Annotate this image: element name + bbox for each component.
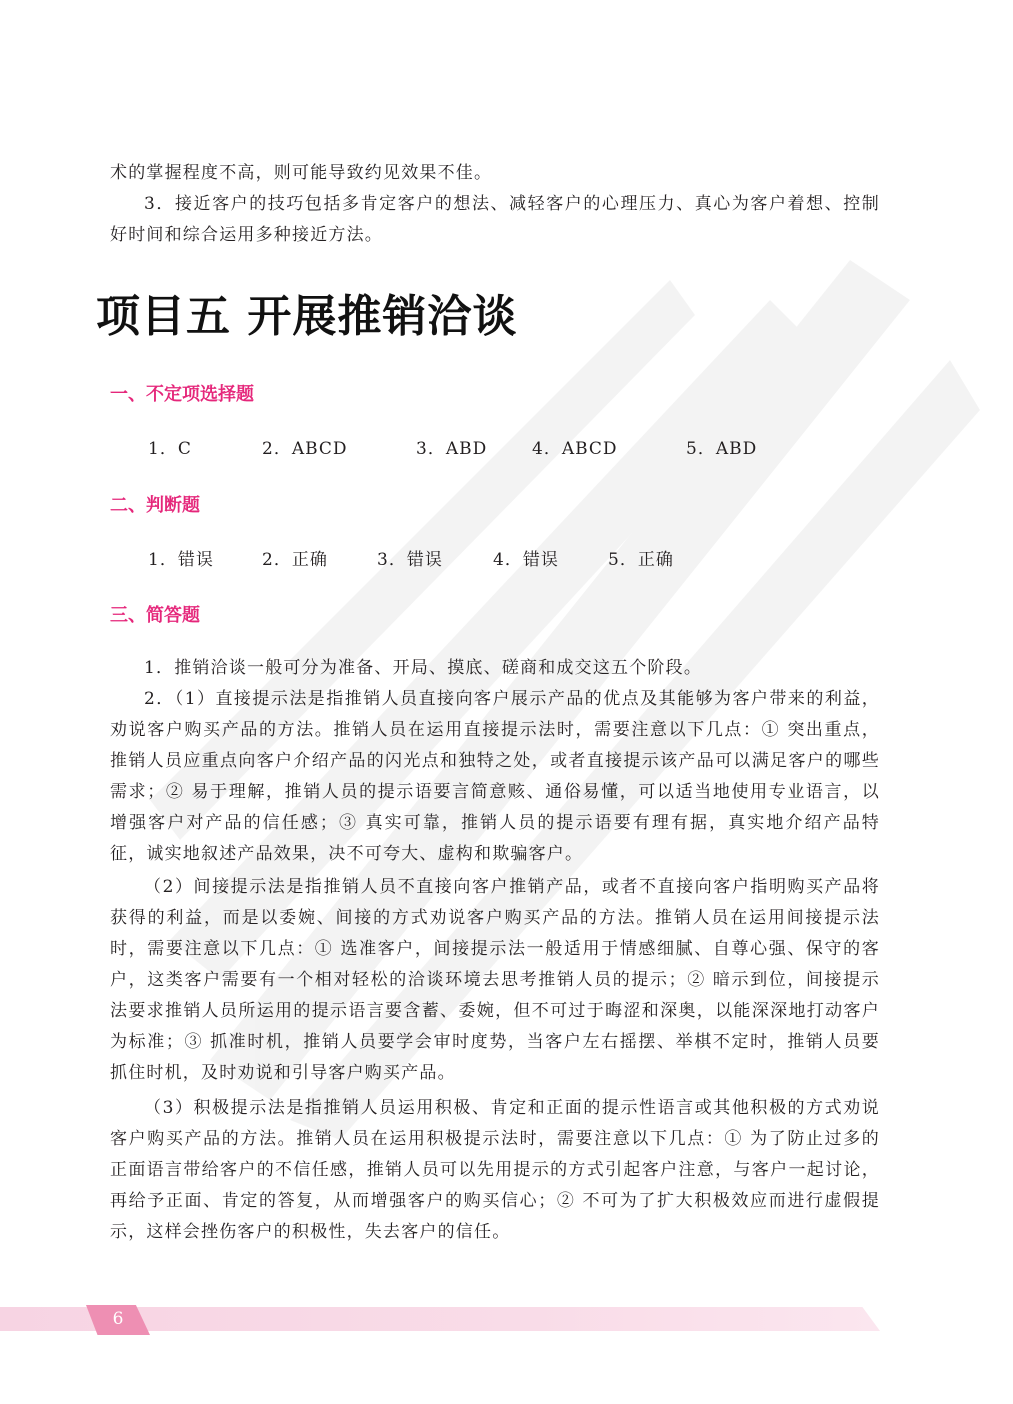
short-answer-2-part-2: （2）间接提示法是指推销人员不直接向客户推销产品，或者不直接向客户指明购买产品将获得的利益，而是以委婉、间接的方式劝说客户购买产品的方法。推销人员在运用间接提示法时，需要注意以下几点：① 选准客户，间接提示法一般适用于情感细腻、自尊心强、保守的客户，这类客户需要有一个相对轻松的洽谈环境去思考推销人员的提示；② 暗示到位，间接提示法要求推销人员所运用的提示语言要含蓄、委婉，但不可过于晦涩和深奥，以能深深地打动客户为标准；③ 抓准时机，推销人员要学会审时度势，当客户左右摇摆、举棋不定时，推销人员要抓住时机，及时劝说和引导客户购买产品。 [110,877,880,1083]
answer-item: 1．错误 [148,550,214,570]
answer-item: 5．正确 [608,550,674,570]
intro-continuation-text: 术的掌握程度不高，则可能导致约见效果不佳。 [110,163,493,183]
short-answer-2-part-1: 2．（1）直接提示法是指推销人员直接向客户展示产品的优点及其能够为客户带来的利益，劝说客户购买产品的方法。推销人员在运用直接提示法时，需要注意以下几点：① 突出重点，推销人员应重点向客户介绍产品的闪光点和独特之处，或者直接提示该产品可以满足客户的哪些需求；② 易于理解，推销人员的提示语要言简意赅、通俗易懂，可以适当地使用专业语言，以增强客户对产品的信任感；③ 真实可靠，推销人员的提示语要有理有据，真实地介绍产品特征，诚实地叙述产品效果，决不可夸大、虚构和欺骗客户。 [110,689,880,864]
answer-item: 5．ABD [686,439,758,459]
answer-item: 2．ABCD [262,439,348,459]
answer-item: 3．ABD [416,439,488,459]
section-heading-short-answer: 三、简答题 [110,605,200,626]
page-title: 项目五 开展推销洽谈 [96,291,518,342]
answer-item: 4．ABCD [532,439,618,459]
answer-item: 1．C [148,439,192,459]
answer-item: 2．正确 [262,550,328,570]
answer-item: 3．错误 [377,550,443,570]
intro-item-3: 3．接近客户的技巧包括多肯定客户的想法、减轻客户的心理压力、真心为客户着想、控制好时间和综合运用多种接近方法。 [110,194,880,245]
short-answer-2-part-3: （3）积极提示法是指推销人员运用积极、肯定和正面的提示性语言或其他积极的方式劝说客户购买产品的方法。推销人员在运用积极提示法时，需要注意以下几点：① 为了防止过多的正面语言带给客户的不信任感，推销人员可以先用提示的方式引起客户注意，与客户一起讨论，再给予正面、肯定的答复，从而增强客户的购买信心；② 不可为了扩大积极效应而进行虚假提示，这样会挫伤客户的积极性，失去客户的信任。 [110,1098,880,1242]
page-number: 6 [112,1309,124,1329]
section-heading-true-false: 二、判断题 [110,495,200,516]
answer-item: 4．错误 [493,550,559,570]
section-heading-multiple-choice: 一、不定项选择题 [110,384,254,405]
short-answer-1: 1．推销洽谈一般可分为准备、开局、摸底、磋商和成交这五个阶段。 [144,658,703,678]
